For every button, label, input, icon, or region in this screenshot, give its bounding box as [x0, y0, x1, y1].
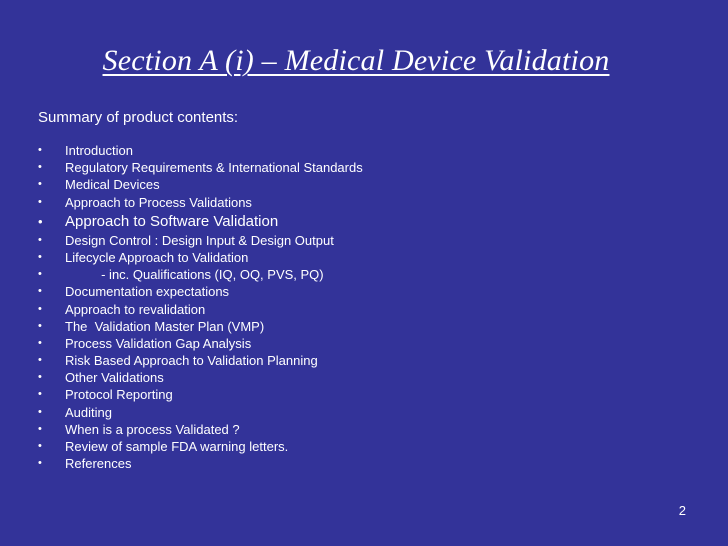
- list-item: [0, 266, 363, 283]
- bullet-icon: •: [38, 161, 42, 174]
- list-item: [0, 455, 363, 472]
- list-item: [0, 283, 363, 300]
- list-item: [0, 249, 363, 266]
- list-item: [0, 421, 363, 438]
- bullet-icon: •: [38, 144, 42, 156]
- list-item-text: Approach to Software Validation: [65, 212, 279, 230]
- contents-list: [0, 142, 363, 472]
- list-item: [0, 211, 363, 232]
- list-item: [0, 335, 363, 352]
- list-item-text: Auditing: [65, 404, 112, 420]
- list-item-text: Protocol Reporting: [65, 387, 173, 403]
- bullet-icon: •: [38, 268, 42, 281]
- list-item: [0, 232, 363, 249]
- list-item-text: Approach to Process Validations: [65, 194, 252, 210]
- bullet-icon: •: [38, 354, 42, 367]
- list-item-text: Review of sample FDA warning letters.: [65, 439, 289, 454]
- summary-heading: Summary of product contents:: [38, 109, 239, 126]
- list-item-text: Risk Based Approach to Validation Planning: [65, 353, 318, 369]
- list-item-text: Design Control : Design Input & Design Output: [65, 232, 334, 248]
- list-item-text: When is a process Validated ?: [65, 421, 240, 437]
- list-item: [0, 386, 363, 403]
- list-item: [0, 318, 363, 335]
- list-item-text: Lifecycle Approach to Validation: [65, 249, 249, 265]
- bullet-icon: •: [38, 250, 42, 263]
- list-item: [0, 176, 363, 193]
- list-item: [0, 438, 363, 455]
- list-item-text: Regulatory Requirements & International Standards: [65, 160, 363, 176]
- list-item: [0, 142, 363, 159]
- list-item-text: Medical Devices: [65, 177, 160, 193]
- list-item-text: Other Validations: [65, 370, 164, 386]
- list-item-text: Approach to revalidation: [65, 301, 206, 317]
- list-item: [0, 301, 363, 318]
- list-item: [0, 404, 363, 421]
- bullet-icon: •: [38, 336, 42, 349]
- bullet-icon: •: [38, 285, 42, 298]
- list-item-text: References: [65, 456, 132, 472]
- bullet-icon: •: [38, 195, 42, 208]
- bullet-icon: •: [38, 405, 42, 418]
- list-item-text: Introduction: [65, 143, 133, 158]
- list-item: [0, 352, 363, 369]
- bullet-icon: •: [38, 371, 42, 384]
- bullet-icon: •: [38, 213, 43, 229]
- list-item: [0, 159, 363, 176]
- bullet-icon: •: [38, 457, 42, 470]
- list-item-text: The Validation Master Plan (VMP): [65, 318, 265, 334]
- list-item: [0, 194, 363, 211]
- bullet-icon: •: [38, 440, 42, 452]
- slide-title: Section A (i) – Medical Device Validation: [102, 44, 610, 77]
- bullet-icon: •: [38, 388, 42, 401]
- list-item-text: Process Validation Gap Analysis: [65, 335, 252, 351]
- bullet-icon: •: [38, 233, 42, 246]
- bullet-icon: •: [38, 319, 42, 332]
- list-item-text: - inc. Qualifications (IQ, OQ, PVS, PQ): [65, 267, 324, 283]
- bullet-icon: •: [38, 302, 42, 315]
- bullet-icon: •: [38, 422, 42, 435]
- list-item: [0, 369, 363, 386]
- page-number: 2: [678, 503, 686, 518]
- bullet-icon: •: [38, 178, 42, 191]
- list-item-text: Documentation expectations: [65, 284, 230, 300]
